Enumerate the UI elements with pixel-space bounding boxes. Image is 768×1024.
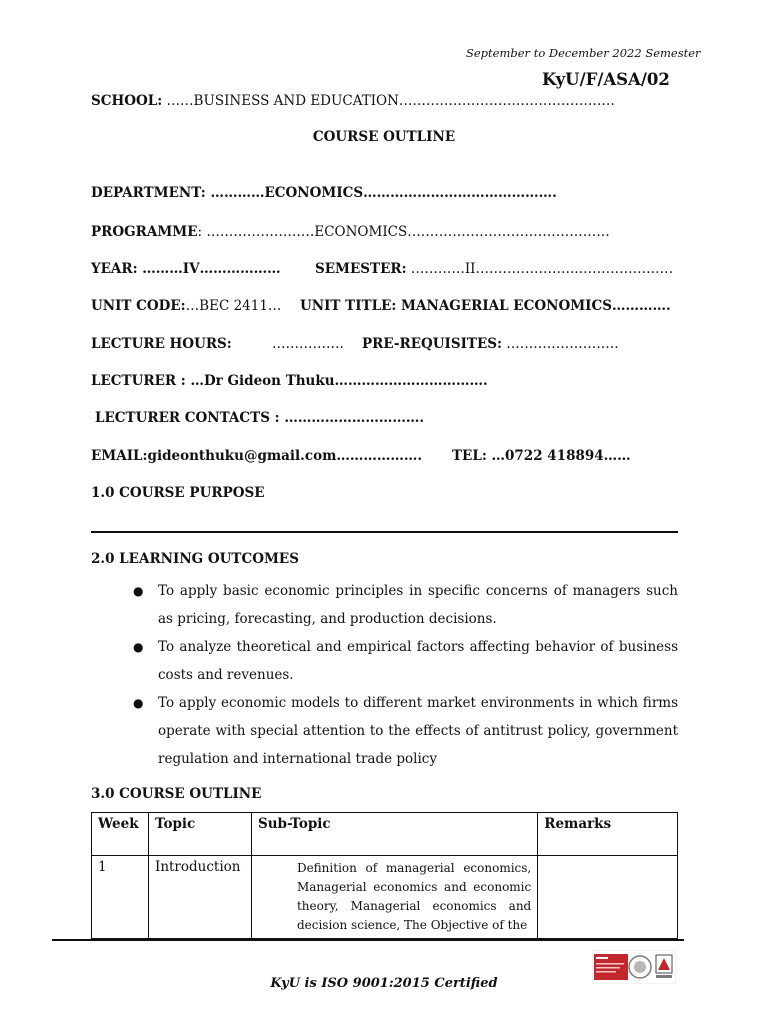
cell-topic: Introduction bbox=[148, 856, 251, 939]
school-label: SCHOOL: bbox=[91, 93, 163, 109]
header-topic: Topic bbox=[148, 813, 251, 856]
lecture-hours-label: LECTURE HOURS: bbox=[91, 336, 232, 352]
prerequisites-value: ……………………. bbox=[502, 336, 619, 352]
course-outline-table bbox=[91, 812, 678, 939]
footer-certification-text: KyU is ISO 9001:2015 Certified bbox=[270, 976, 498, 991]
bullet-icon: ● bbox=[133, 584, 144, 598]
header-remarks: Remarks bbox=[538, 813, 678, 856]
unit-code-label: UNIT CODE: bbox=[91, 298, 186, 314]
tel-value: …0722 418894…… bbox=[486, 448, 631, 464]
lecturer-label: LECTURER : bbox=[91, 373, 186, 389]
outcome-item: ● To analyze theoretical and empirical factors affecting behavior of business costs and revenues. bbox=[91, 633, 678, 689]
lecturer-line bbox=[91, 373, 488, 389]
unit-title-label: UNIT TITLE bbox=[300, 298, 392, 314]
programme-value: : ……………………ECONOMICS……………………………………… bbox=[197, 224, 610, 240]
semester-field-label: SEMESTER: bbox=[315, 261, 407, 277]
email-value: gideonthuku@gmail.com………………. bbox=[147, 448, 423, 464]
school-value: ……BUSINESS AND EDUCATION………………………………………… bbox=[162, 93, 615, 109]
document-title: COURSE OUTLINE bbox=[312, 129, 456, 145]
cell-subtopic: Definition of managerial economics, Managerial economics and economic theory, Managerial economics and decision science, The Objective of the bbox=[251, 856, 537, 939]
outcome-item: ● To apply economic models to different market environments in which firms operate with special attention to the effects of antitrust policy, government regulation and international trade policy bbox=[91, 689, 678, 773]
semester-line bbox=[315, 261, 673, 277]
school-line bbox=[91, 93, 615, 109]
footer-divider bbox=[52, 939, 684, 941]
year-line bbox=[91, 261, 281, 277]
lecturer-contacts-value: …………………………. bbox=[279, 410, 425, 426]
department-label: DEPARTMENT: bbox=[91, 185, 206, 201]
course-outline-heading: 3.0 COURSE OUTLINE bbox=[91, 786, 262, 802]
semester-label: September to December 2022 Semester bbox=[466, 46, 701, 60]
unit-title-value: : MANAGERIAL ECONOMICS…………. bbox=[391, 298, 671, 314]
learning-outcomes-heading: 2.0 LEARNING OUTCOMES bbox=[91, 551, 299, 567]
unit-code-line bbox=[91, 298, 281, 314]
cell-remarks bbox=[538, 856, 678, 939]
form-code: KyU/F/ASA/02 bbox=[542, 70, 670, 89]
cell-week: 1 bbox=[92, 856, 149, 939]
table-header-row bbox=[92, 813, 678, 856]
table-row bbox=[92, 856, 678, 939]
tel-label: TEL: bbox=[452, 448, 487, 464]
year-value: ………IV……………… bbox=[137, 261, 281, 277]
unit-code-value: …BEC 2411… bbox=[185, 298, 282, 314]
unit-title-line bbox=[300, 298, 671, 314]
lecturer-contacts-line bbox=[95, 410, 424, 426]
course-purpose-heading: 1.0 COURSE PURPOSE bbox=[91, 485, 265, 501]
department-line bbox=[91, 185, 557, 201]
programme-label: PROGRAMME bbox=[91, 224, 198, 240]
lecturer-contacts-label: LECTURER CONTACTS : bbox=[95, 410, 280, 426]
email-label: EMAIL: bbox=[91, 448, 148, 464]
learning-outcomes-list bbox=[91, 577, 678, 773]
outcome-item: ● To apply basic economic principles in specific concerns of managers such as pricing, forecasting, and production decisions. bbox=[91, 577, 678, 633]
header-week: Week bbox=[92, 813, 149, 856]
programme-line bbox=[91, 224, 610, 240]
bullet-icon: ● bbox=[133, 696, 144, 710]
department-value: …………ECONOMICS……………………………………. bbox=[205, 185, 557, 201]
prerequisites-label: PRE-REQUISITES: bbox=[362, 336, 503, 352]
lecturer-value: …Dr Gideon Thuku……………………………. bbox=[185, 373, 488, 389]
year-label: YEAR: bbox=[91, 261, 138, 277]
lecture-hours-value: ……………. bbox=[272, 336, 344, 352]
semester-field-value: …………II…………………..………………… bbox=[406, 261, 674, 277]
tel-line bbox=[452, 448, 631, 464]
bullet-icon: ● bbox=[133, 640, 144, 654]
header-subtopic: Sub-Topic bbox=[251, 813, 537, 856]
email-line bbox=[91, 448, 422, 464]
section-divider bbox=[91, 531, 678, 533]
prerequisites-line bbox=[362, 336, 619, 352]
